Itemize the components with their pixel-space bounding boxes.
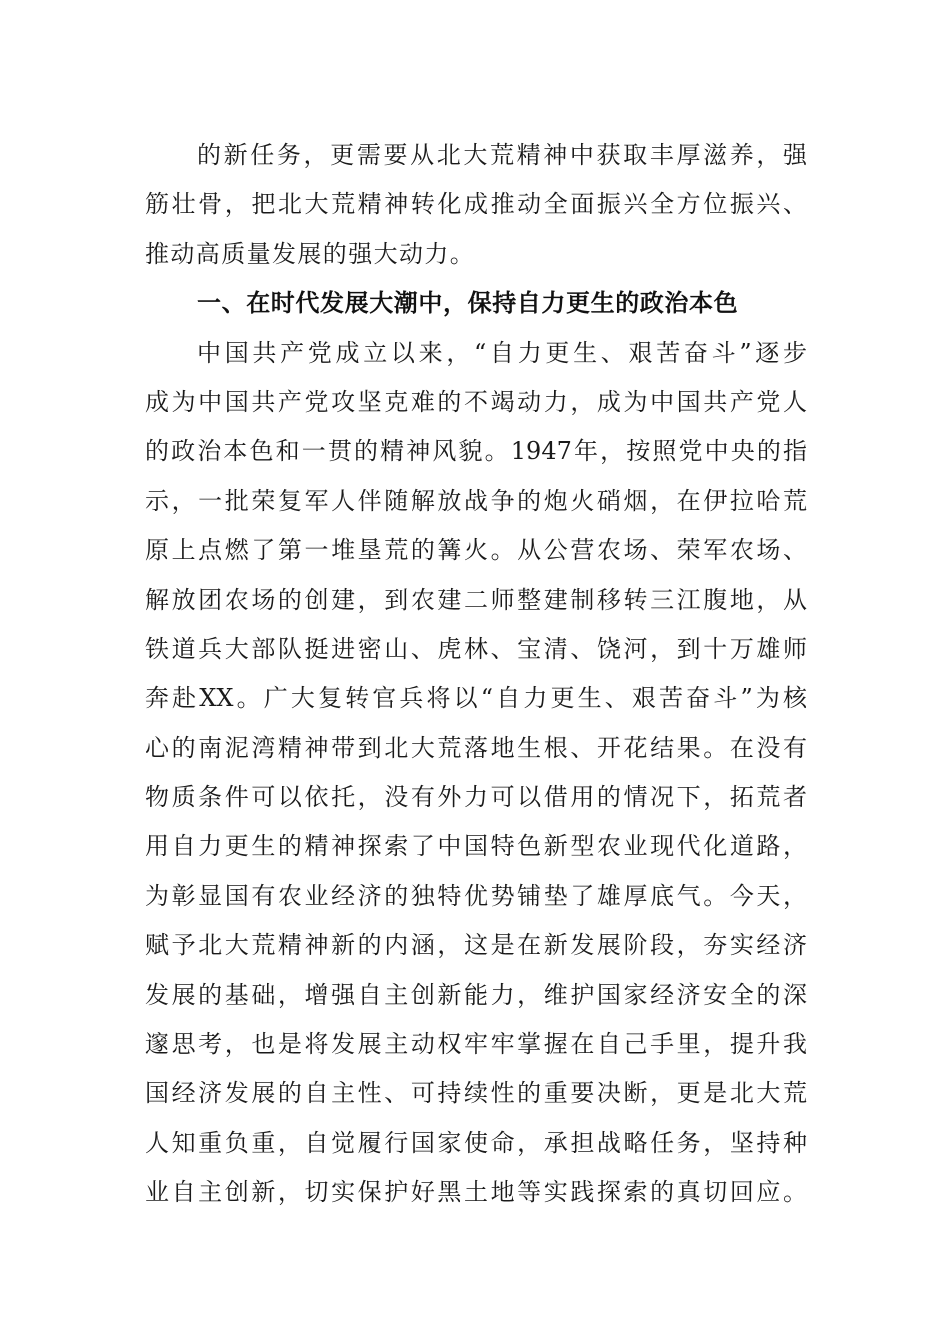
text-line: 赋予北大荒精神新的内涵，这是在新发展阶段，夯实经济	[145, 931, 807, 960]
text-line: 邃思考，也是将发展主动权牢牢掌握在自己手里，提升我	[145, 1030, 807, 1059]
text-line: 筋壮骨，把北大荒精神转化成推动全面振兴全方位振兴、	[145, 190, 807, 219]
text-line: 国经济发展的自主性、可持续性的重要决断，更是北大荒	[145, 1079, 807, 1108]
paragraph-body	[145, 329, 807, 1218]
text-line: 为彰显国有农业经济的独特优势铺垫了雄厚底气。今天，	[145, 881, 807, 910]
text-line: 心的南泥湾精神带到北大荒落地生根、开花结果。在没有	[145, 733, 807, 762]
text-line: 成为中国共产党攻坚克难的不竭动力，成为中国共产党人	[145, 387, 807, 416]
text-line: 奔赴XX。广大复转官兵将以“自力更生、艰苦奋斗”为核	[145, 684, 807, 713]
text-line: 解放团农场的创建，到农建二师整建制移转三江腹地，从	[145, 585, 807, 614]
text-line: 用自力更生的精神探索了中国特色新型农业现代化道路，	[145, 832, 807, 861]
section-heading: 一、在时代发展大潮中，保持自力更生的政治本色	[197, 289, 739, 318]
text-line: 物质条件可以依托，没有外力可以借用的情况下，拓荒者	[145, 783, 807, 812]
document-page	[145, 131, 807, 1218]
paragraph-intro	[145, 131, 807, 279]
text-line: 铁道兵大部队挺进密山、虎林、宝清、饶河，到十万雄师	[145, 634, 807, 663]
text-line: 示，一批荣复军人伴随解放战争的炮火硝烟，在伊拉哈荒	[145, 486, 807, 515]
text-line: 发展的基础，增强自主创新能力，维护国家经济安全的深	[145, 980, 807, 1009]
text-line: 人知重负重，自觉履行国家使命，承担战略任务，坚持种	[145, 1128, 807, 1157]
text-line: 业自主创新，切实保护好黑土地等实践探索的真切回应。	[145, 1178, 807, 1207]
text-line: 的政治本色和一贯的精神风貌。1947年，按照党中央的指	[145, 437, 807, 466]
text-line: 中国共产党成立以来，“自力更生、艰苦奋斗”逐步	[197, 338, 807, 367]
text-line: 的新任务，更需要从北大荒精神中获取丰厚滋养，强	[197, 141, 807, 169]
text-line: 推动高质量发展的强大动力。	[145, 239, 476, 268]
text-line: 原上点燃了第一堆垦荒的篝火。从公营农场、荣军农场、	[145, 536, 807, 565]
